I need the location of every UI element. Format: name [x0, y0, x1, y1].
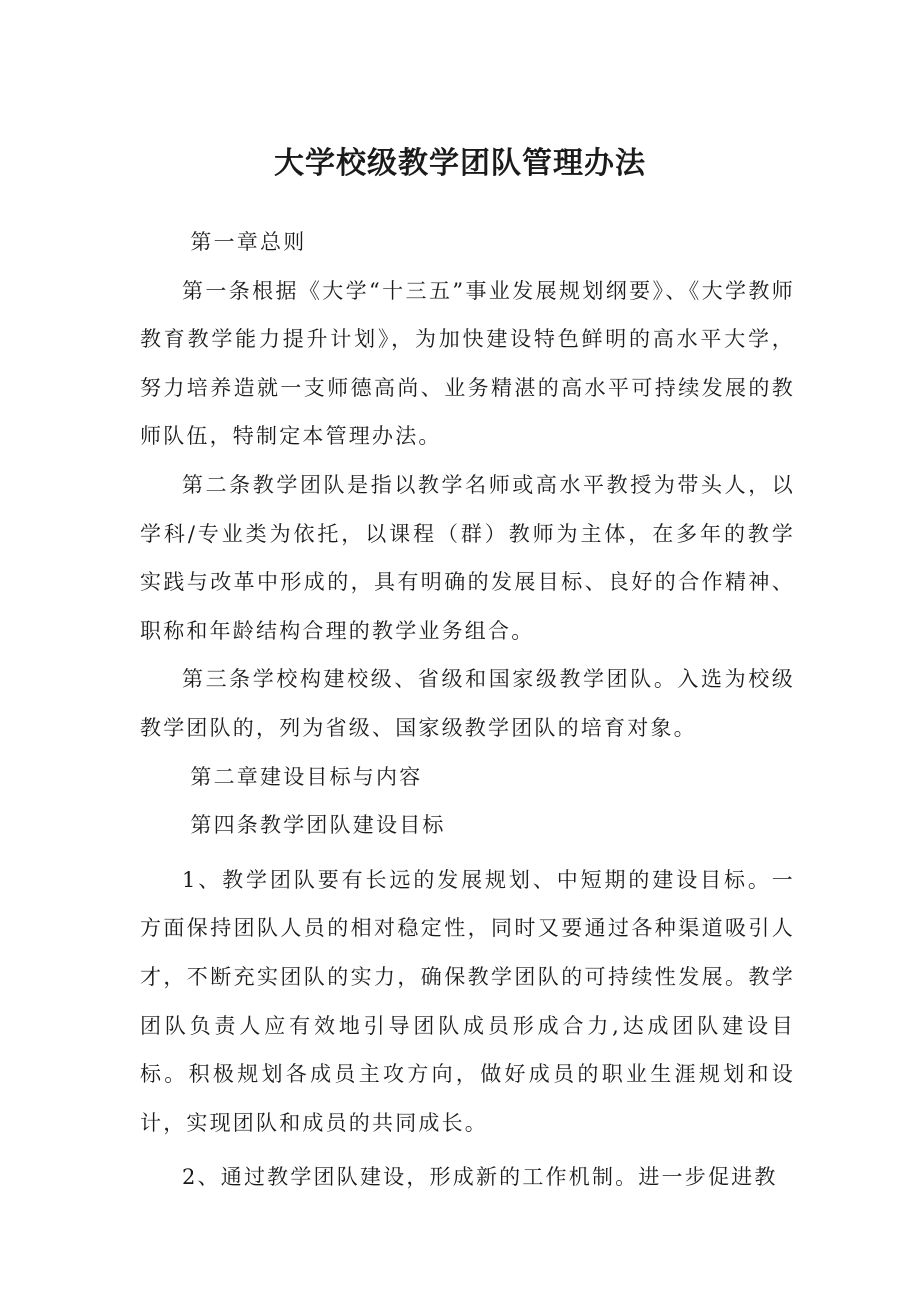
chapter-heading-2: 第二章建设目标与内容	[190, 764, 423, 789]
article-1-paragraph: 第一条根据《大学“十三五”事业发展规划纲要》、《大学教师教育教学能力提升计划》，为加快建设特色鲜明的高水平大学，努力培养造就一支师德高尚、业务精湛的高水平可持续发展的教师队伍，特制定本管理办法。	[140, 278, 795, 449]
article-2-paragraph: 第二条教学团队是指以教学名师或高水平教授为带头人，以学科/专业类为依托，以课程（群）教师为主体，在多年的教学实践与改革中形成的，具有明确的发展目标、良好的合作精神、职称和年龄结构合理的教学业务组合。	[140, 472, 795, 643]
article-3-paragraph: 第三条学校构建校级、省级和国家级教学团队。入选为校级教学团队的，列为省级、国家级教学团队的培育对象。	[140, 667, 795, 740]
item-2-paragraph: 2、通过教学团队建设，形成新的工作机制。进一步促进教	[182, 1165, 778, 1190]
item-1-paragraph: 1、教学团队要有长远的发展规划、中短期的建设目标。一方面保持团队人员的相对稳定性，同时又要通过各种渠道吸引人才，不断充实团队的实力，确保教学团队的可持续性发展。教学团队负责人应有效地引导团队成员形成合力,达成团队建设目标。积极规划各成员主攻方向，做好成员的职业生涯规划和设计，实现团队和成员的共同成长。	[140, 867, 795, 1135]
document-title: 大学校级教学团队管理办法	[274, 146, 646, 181]
document-body	[140, 218, 795, 1202]
chapter-heading-1: 第一章总则	[190, 230, 307, 254]
article-4-heading: 第四条教学团队建设目标	[190, 813, 446, 838]
